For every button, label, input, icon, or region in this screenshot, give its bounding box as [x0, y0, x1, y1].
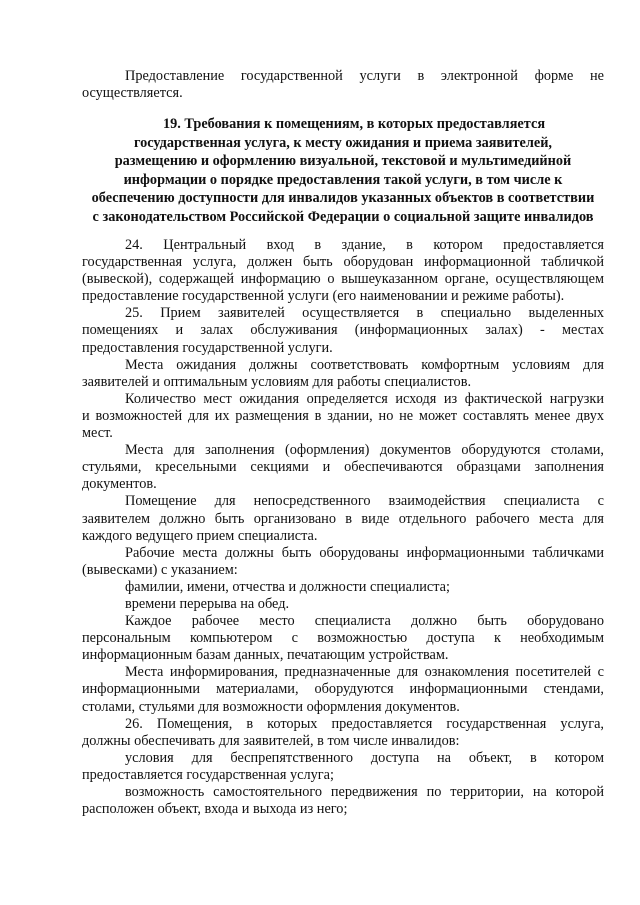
heading-line: с законодательством Российской Федерации о социальной защите инвалидов [92, 208, 594, 225]
text-line: столами, стульями для возможности оформления документов. [82, 698, 460, 715]
text-line: Количество мест ожидания определяется исходя из фактической нагрузки [125, 390, 604, 407]
text-line: стульями, кресельными секциями и обеспечиваются образцами заполнения [82, 459, 604, 476]
text-line: Предоставление государственной услуги в электронной форме не [125, 68, 604, 84]
text-line: 24. Центральный вход в здание, в котором предоставляется [125, 237, 604, 253]
heading-line: государственная услуга, к месту ожидания и приема заявителей, [133, 134, 553, 151]
text-line: (вывеской), содержащей информацию о вышеуказанном органе, осуществляющем [82, 271, 604, 288]
text-line: Места для заполнения (оформления) документов оборудуются столами, [125, 442, 604, 459]
section-heading [82, 115, 604, 227]
text-line: заявителей и оптимальным условиям для работы специалистов. [82, 373, 472, 390]
text-line: Места ожидания должны соответствовать комфортным условиям для [125, 356, 604, 373]
heading-line: размещению и оформлению визуальной, текстовой и мультимедийной [114, 153, 572, 170]
text-line: (вывесками) с указанием: [82, 561, 238, 578]
text-line: помещениях и залах обслуживания (информационных залах) - местах [82, 322, 604, 339]
text-line: и возможностей для их размещения в здании, но не может составлять менее двух [82, 407, 604, 424]
heading-line: обеспечению доступности для инвалидов указанных объектов в соответствии [91, 190, 595, 207]
text-line: мест. [82, 425, 113, 442]
body-text [82, 237, 604, 818]
text-line: должны обеспечивать для заявителей, в том числе инвалидов: [82, 732, 460, 749]
text-line: предоставления государственной услуги. [82, 339, 333, 356]
text-line: фамилии, имени, отчества и должности специалиста; [125, 578, 450, 595]
text-line: предоставляется государственная услуга; [82, 766, 334, 783]
text-line: Помещение для непосредственного взаимодействия специалиста с [125, 493, 604, 510]
text-line: 25. Прием заявителей осуществляется в специально выделенных [125, 305, 604, 322]
text-line: осуществляется. [82, 85, 183, 102]
text-line: расположен объект, входа и выхода из него; [82, 801, 348, 818]
text-line: заявителем должно быть организовано в виде отдельного рабочего места для [82, 510, 604, 527]
text-line: каждого ведущего прием специалиста. [82, 527, 318, 544]
intro-paragraph [82, 68, 604, 102]
text-line: Рабочие места должны быть оборудованы информационными табличками [125, 544, 604, 561]
text-line: предоставление государственной услуги (его наименовании и режиме работы). [82, 288, 565, 305]
text-line: персональным компьютером с возможностью доступа к необходимым [82, 630, 604, 647]
text-line: информационным базам данных, печатающим устройствам. [82, 647, 449, 664]
text-line: 26. Помещения, в которых предоставляется государственная услуга, [125, 715, 604, 732]
heading-line: информации о порядке предоставления такой услуги, в том числе к [123, 171, 563, 188]
text-line: времени перерыва на обед. [125, 595, 290, 612]
text-line: информационными материалами, оборудуются информационными стендами, [82, 681, 604, 698]
heading-line: 19. Требования к помещениям, в которых предоставляется [162, 116, 546, 132]
text-line: Места информирования, предназначенные для ознакомления посетителей с [125, 664, 604, 681]
text-line: условия для беспрепятственного доступа на объект, в котором [125, 749, 604, 766]
text-line: документов. [82, 476, 157, 493]
text-line: Каждое рабочее место специалиста должно быть оборудовано [125, 613, 604, 630]
text-line: возможность самостоятельного передвижения по территории, на которой [125, 784, 604, 800]
text-line: государственная услуга, должен быть оборудован информационной табличкой [82, 254, 604, 271]
